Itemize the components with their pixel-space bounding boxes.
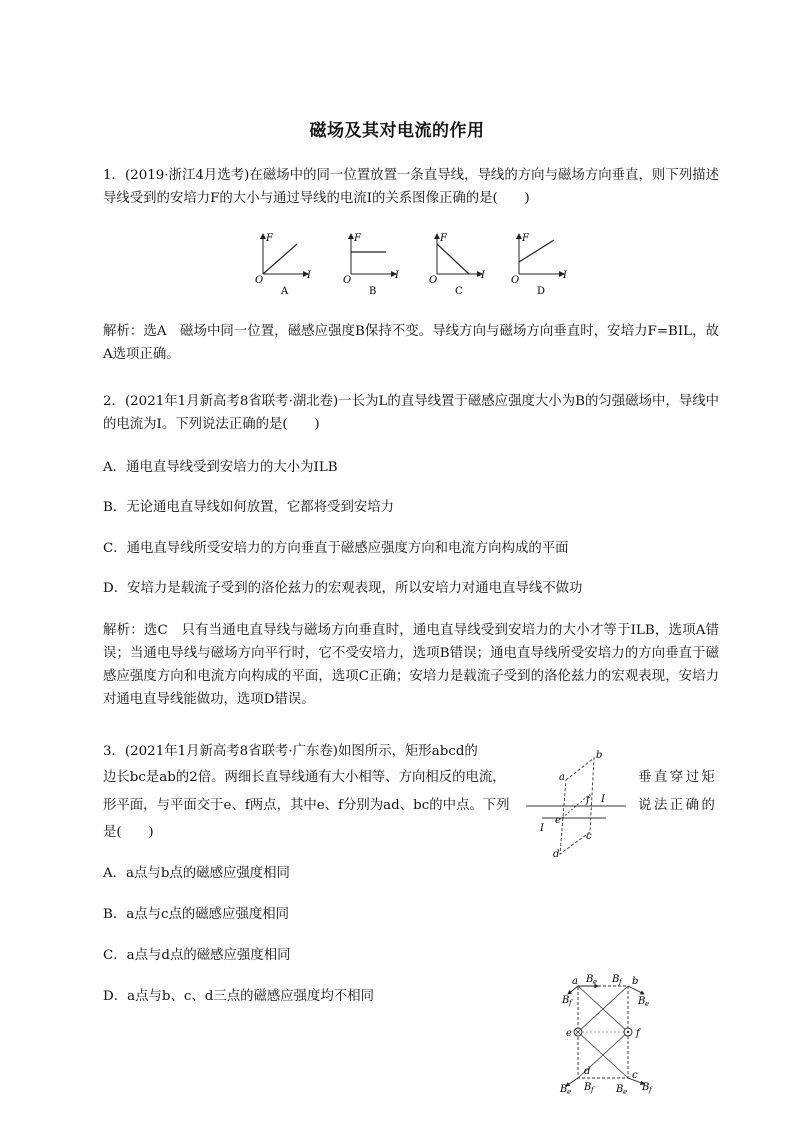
graph-b-y-label: F [354, 233, 361, 244]
sol-point-c: c [632, 1070, 638, 1081]
sol-b-sub-7: e [623, 1088, 628, 1095]
sol-b-label-1: B [586, 974, 594, 985]
sol-b-label-6: B [584, 1082, 592, 1093]
q3-stem-line3: 形平面，与平面交于e、f两点，其中e、f分别为ad、bc的中点。下列 [103, 798, 510, 813]
q3-option-c: C．a点与d点的磁感应强度相同 [103, 948, 291, 963]
q3-stem-line2: 边长bc是ab的2倍。两细长直导线通有大小相等、方向相反的电流， [103, 770, 506, 785]
q3-point-a: a [559, 772, 565, 783]
sol-b-label-7: B [616, 1084, 624, 1095]
q2-option-d: D．安培力是载流子受到的洛伦兹力的宏观表现，所以安培力对通电直导线不做功 [103, 581, 583, 596]
q3-point-f: f [586, 795, 590, 806]
graph-a-label: A [281, 286, 289, 297]
graph-d-x-label: I [563, 270, 567, 281]
graph-c-origin: O [429, 275, 438, 286]
sol-b-sub-4: e [645, 1000, 650, 1008]
sol-b-label-3: B [562, 995, 570, 1006]
sol-b-sub-3: f [569, 999, 572, 1007]
graph-c-x-label: I [481, 270, 485, 281]
graph-b-origin: O [343, 275, 352, 286]
q2-option-a: A．通电直导线受到安培力的大小为ILB [103, 460, 338, 475]
q3-point-e: e [555, 815, 561, 826]
sol-b-label-4: B [638, 996, 646, 1007]
q3-option-a: A．a点与b点的磁感应强度相同 [103, 866, 290, 881]
q2-stem: 2．(2021年1月新高考8省联考·湖北卷)一长为L的直导线置于磁感应强度大小为B的匀强磁场中，导线中的电流为I。下列说法正确的是( ) [103, 394, 719, 432]
sol-point-d: d [584, 1066, 591, 1077]
q3-solution-figure [550, 970, 660, 1095]
q3-stem-line1: 3．(2021年1月新高考8省联考·广东卷)如图所示，矩形abcd的 [103, 744, 478, 759]
sol-b-sub-2: f [619, 978, 622, 986]
q3-current-top-label: I [601, 794, 605, 805]
graph-c-y-label: F [440, 233, 447, 244]
sol-b-label-5: B [560, 1084, 568, 1095]
sol-b-sub-1: e [593, 978, 598, 986]
graph-b [343, 233, 400, 297]
sol-b-sub-6: f [591, 1086, 594, 1094]
sol-b-label-8: B [642, 1082, 650, 1093]
q2-option-c: C．通电直导线所受安培力的方向垂直于磁感应强度方向和电流方向构成的平面 [103, 541, 569, 556]
graph-a-x-label: I [307, 270, 311, 281]
q3-point-b: b [596, 750, 603, 761]
graph-d-y-label: F [522, 233, 529, 244]
q3-stem-line4: 是( ) [103, 825, 154, 840]
graph-d-origin: O [511, 275, 520, 286]
q3-stem-right2: 说法正确的 [638, 798, 718, 813]
graph-d [511, 233, 568, 297]
q1-stem: 1．(2019·浙江4月选考)在磁场中的同一位置放置一条直导线，导线的方向与磁场方向垂直，则下列描述导线受到的安培力F的大小与通过导线的电流I的关系图像正确的是( ) [103, 168, 719, 206]
q3-option-b: B．a点与c点的磁感应强度相同 [103, 907, 290, 922]
graph-d-label: D [537, 286, 546, 297]
q1-graphs [248, 228, 578, 300]
q3-current-bottom-label: I [540, 823, 544, 834]
sol-point-e: e [566, 1028, 572, 1039]
graph-a [255, 233, 312, 297]
sol-point-b: b [632, 976, 639, 987]
sol-b-label-2: B [612, 974, 620, 985]
sol-point-a: a [572, 976, 578, 987]
graph-a-y-label: F [266, 233, 273, 244]
graph-c-label: C [455, 286, 463, 297]
graph-c [429, 233, 486, 297]
q2-option-b: B．无论通电直导线如何放置，它都将受到安培力 [103, 500, 395, 515]
q3-figure [522, 720, 632, 860]
q2-analysis: 解析：选C 只有当通电直导线与磁场方向垂直时，通电直导线受到安培力的大小才等于ILB，选项A错误；当通电导线与磁场方向平行时，它不受安培力，选项B错误；通电直导线所受安培力的方向垂直于磁感应强度方向和电流方向构成的平面，选项C正确；安培力是载流子受到的洛伦兹力的宏观表现，安培力对通电直导线能做功，选项D错误。 [103, 623, 719, 707]
sol-b-sub-8: f [649, 1086, 652, 1094]
q3-point-d: d [553, 849, 560, 860]
sol-b-sub-5: e [567, 1088, 572, 1095]
graph-a-origin: O [255, 275, 264, 286]
q3-point-c: c [586, 831, 592, 842]
q3-stem-right1: 垂直穿过矩 [638, 770, 718, 785]
sol-point-f: f [636, 1028, 640, 1039]
graph-b-label: B [369, 286, 377, 297]
q3-option-d: D．a点与b、c、d三点的磁感应强度均不相同 [103, 989, 375, 1004]
page-title: 磁场及其对电流的作用 [309, 121, 485, 141]
graph-b-x-label: I [395, 270, 399, 281]
q1-analysis: 解析：选A 磁场中同一位置，磁感应强度B保持不变。导线方向与磁场方向垂直时，安培力F=BIL，故A选项正确。 [103, 324, 719, 362]
